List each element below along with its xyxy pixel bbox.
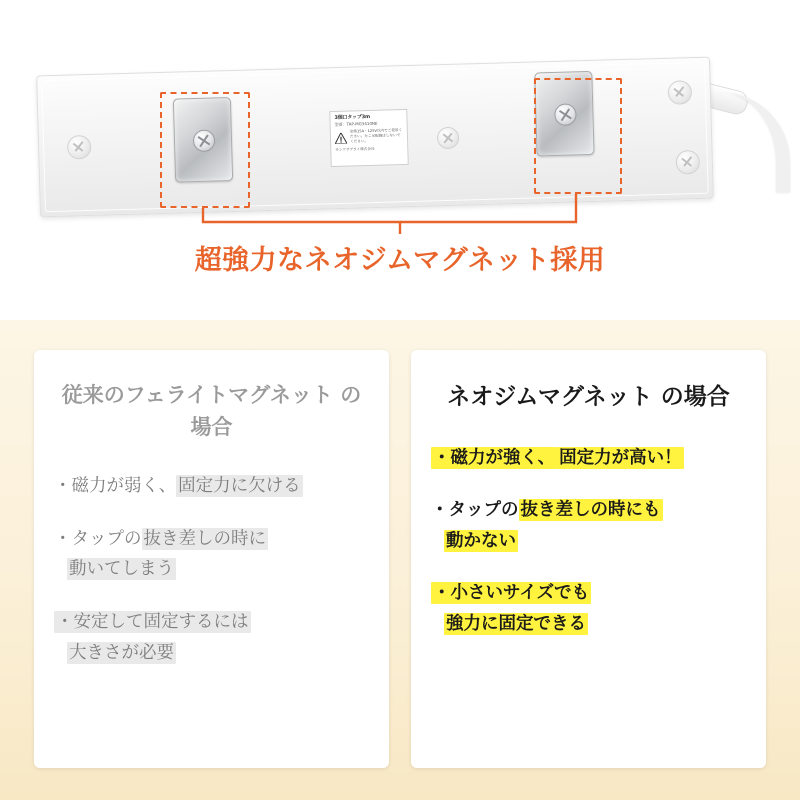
sticker-warning-row [335, 128, 403, 144]
bullet-text-highlight: 動かない [446, 530, 516, 551]
bullet-text-highlight: 固定力に欠ける [178, 476, 301, 496]
bullet-text-highlight: 抜き差しの時に [143, 528, 266, 549]
list-item [54, 471, 369, 502]
ferrite-bullets [54, 471, 369, 668]
list-item [431, 578, 746, 639]
list-item [431, 443, 746, 474]
bullet-text-highlight: 大きさが必要 [69, 642, 174, 663]
bullet-text-highlight: 強力に固定できる [446, 614, 586, 634]
sticker-model-name: 3個口タップ3m [334, 113, 371, 121]
bullet-text-highlight: ・安定して固定するには [56, 611, 249, 632]
bullet-text-highlight: 動いてしまう [69, 559, 174, 580]
bullet-text-highlight: 固定力が高い！ [559, 447, 682, 468]
card-neodymium-magnet [411, 350, 766, 768]
card-title-neodymium [431, 380, 746, 415]
sticker-model-number: 型番：TAP-MG3410NE [334, 121, 378, 128]
list-item [54, 607, 369, 668]
list-item [54, 524, 369, 585]
list-item [431, 495, 746, 556]
neodymium-bullets [431, 443, 746, 640]
bullet-text-highlight: ・小さいサイズでも [433, 583, 590, 604]
sticker-warning-text: 定格15A・125V以内でご使用ください。たこ足配線はしないでください。 [349, 128, 403, 144]
bullet-text-highlight: 抜き差しの時にも [520, 500, 661, 521]
comparison-section [0, 320, 800, 800]
card-title-ferrite [54, 380, 369, 443]
bullet-text-highlight: ・磁力が強く、 [433, 447, 556, 468]
bullet-text: ・磁力が弱く、 [54, 476, 177, 496]
card-ferrite-magnet [34, 350, 389, 768]
bullet-text: ・タップの [431, 500, 519, 521]
callout-connector-lines [0, 150, 800, 240]
warning-triangle-icon [335, 132, 347, 142]
magnet-caption: 超強力なネオジムマグネット採用 [194, 245, 606, 276]
product-photo-section [0, 0, 800, 320]
bullet-text: ・タップの [54, 528, 142, 549]
card-title-line1: 従来のフェライトマグネット [61, 383, 333, 407]
comparison-cards [34, 350, 766, 768]
card-title-line2: の場合 [190, 383, 362, 439]
card-title-line1: ネオジムマグネット [447, 384, 653, 410]
card-title-line2: の場合 [660, 384, 730, 410]
sticker-company: サンワサプライ株式会社 [335, 146, 375, 152]
